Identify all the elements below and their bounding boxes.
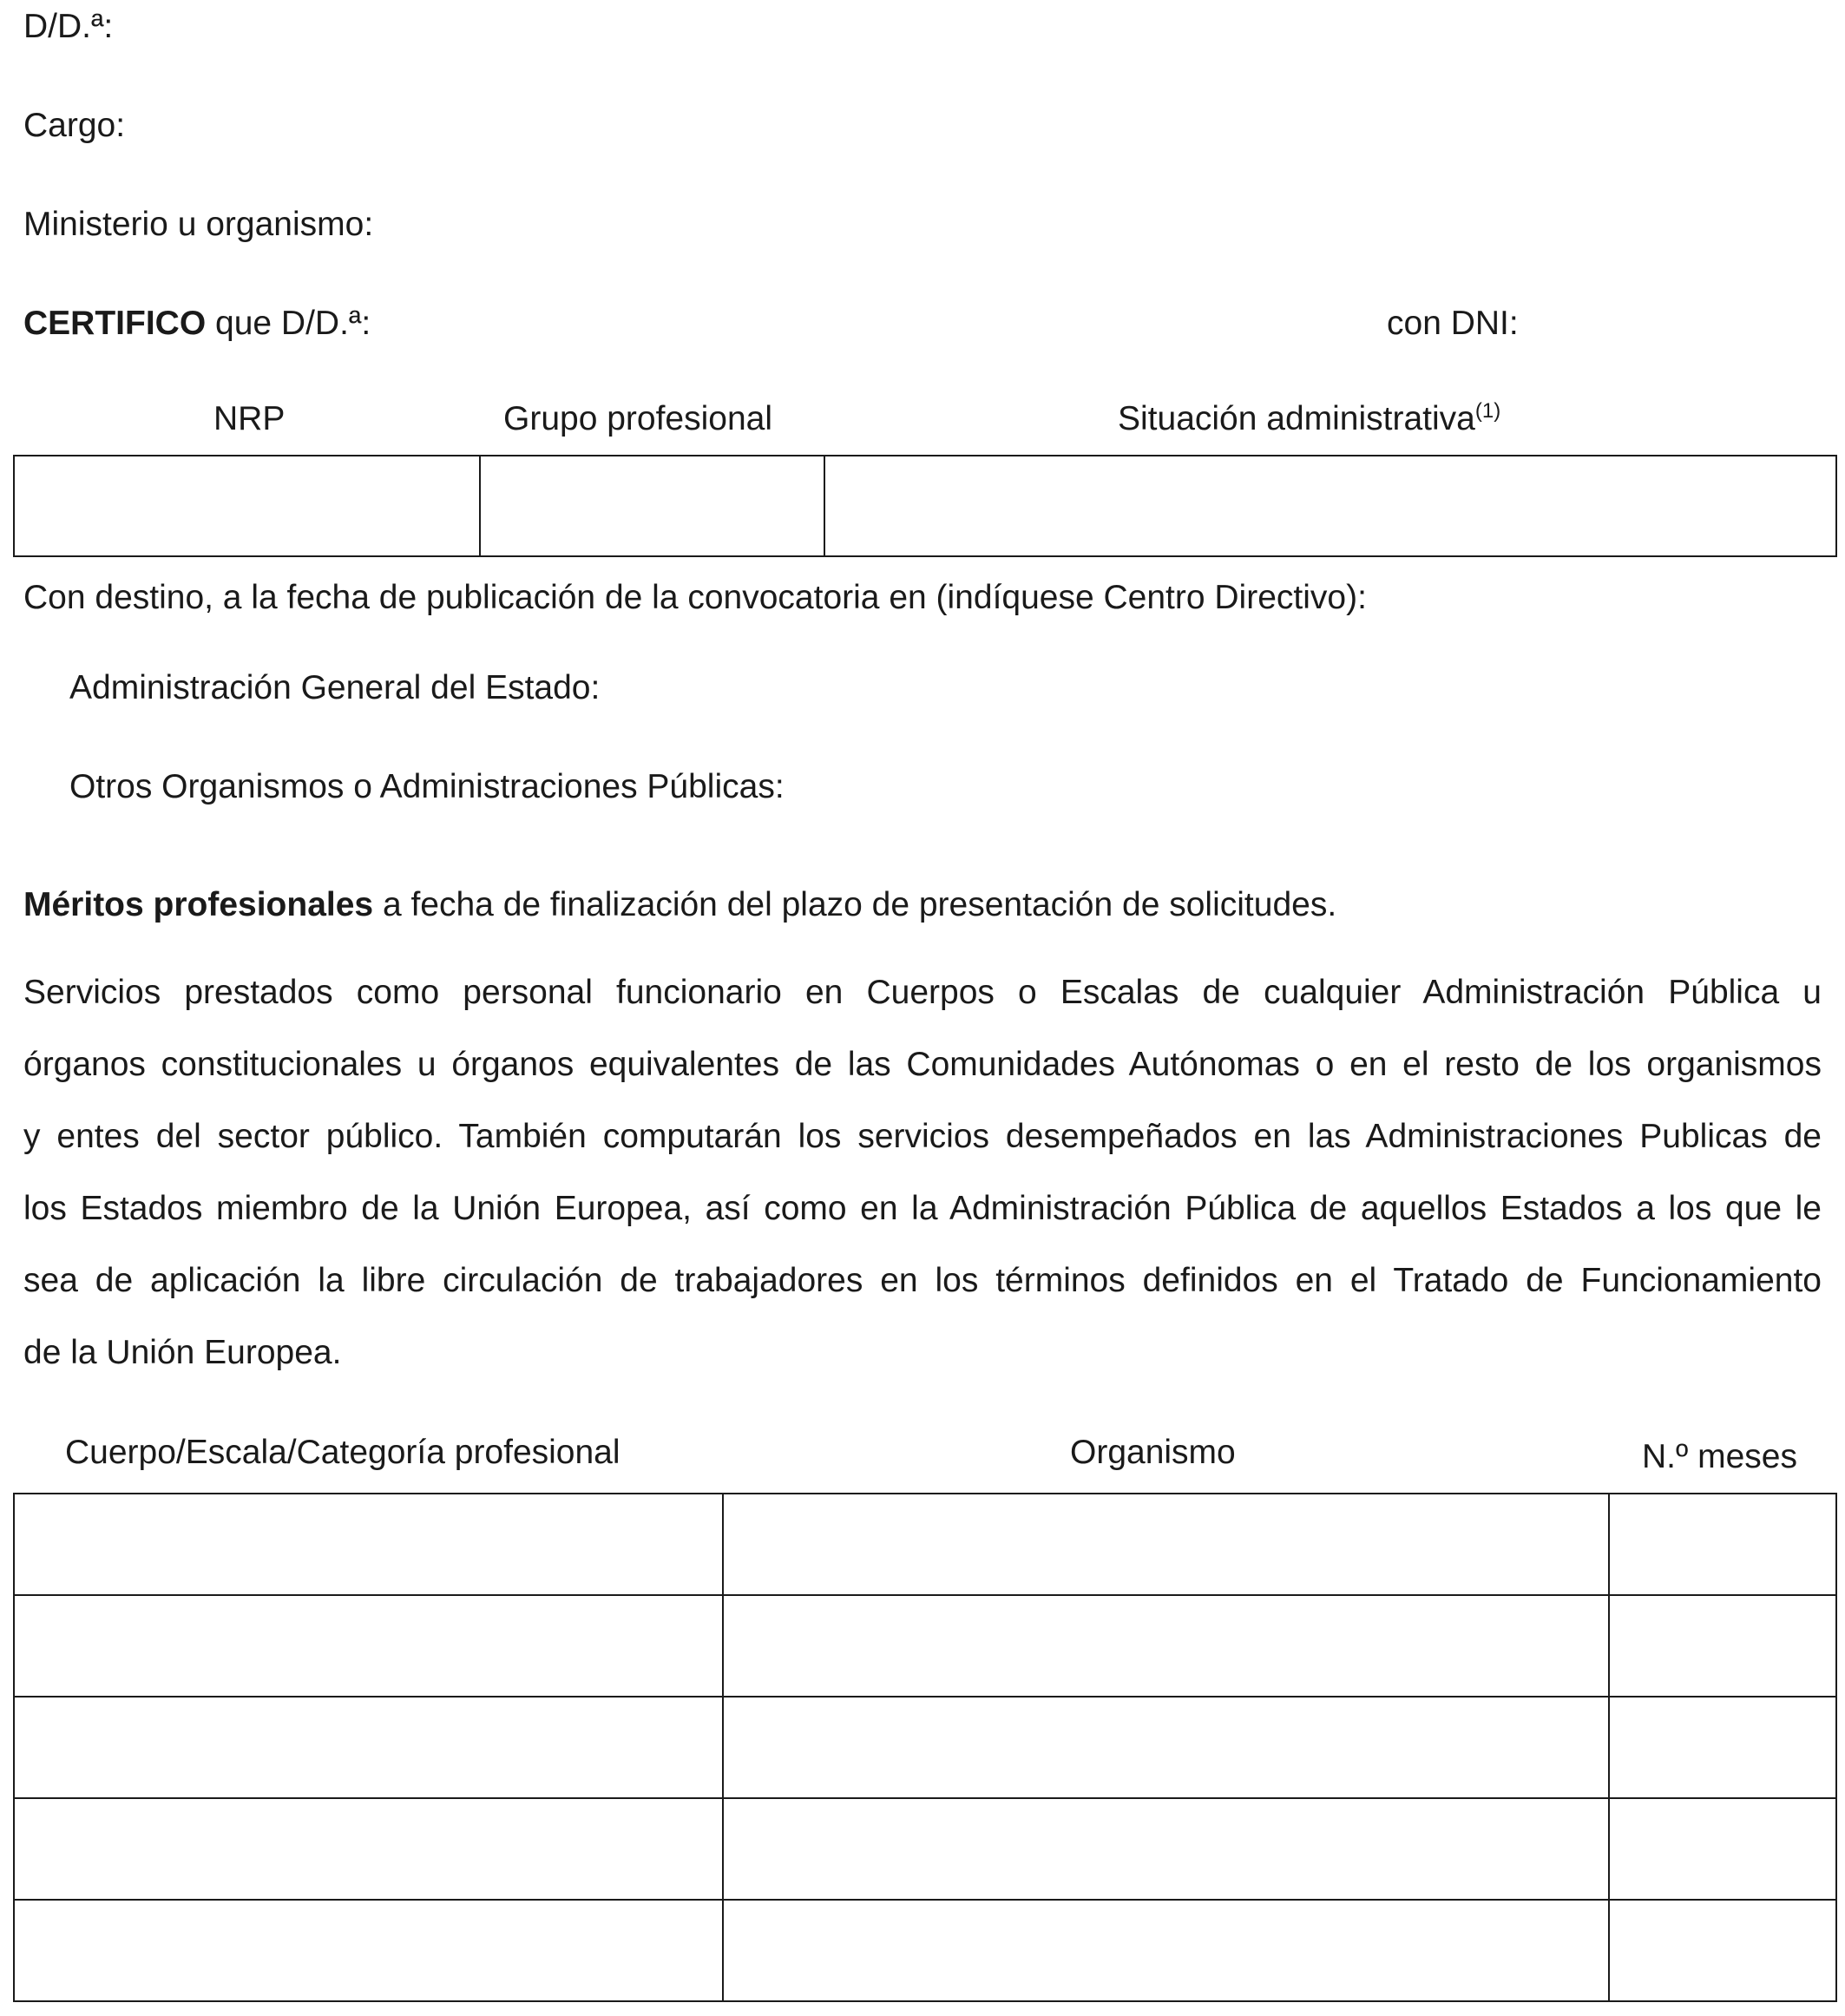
paragraph-line: de la Unión Europea. — [23, 1334, 342, 1371]
table-row — [14, 1494, 1836, 1595]
meritos-bold: Méritos profesionales — [23, 886, 374, 923]
cargo-label: Cargo: — [23, 107, 126, 144]
situacion-header-text: Situación administrativa — [1118, 400, 1475, 437]
paragraph-line: sea de aplicación la libre circulación de trabajadores en los términos definidos en el Tratado de Funcionamiento — [23, 1262, 1822, 1299]
cuerpo-cell[interactable] — [14, 1798, 723, 1900]
paragraph-line: y entes del sector público. También computarán los servicios desempeñados en las Administraciones Publicas de — [23, 1118, 1822, 1155]
paragraph-line: órganos constitucionales u órganos equivalentes de las Comunidades Autónomas o en el resto de los organismos — [23, 1046, 1822, 1083]
cuerpo-cell[interactable] — [14, 1595, 723, 1697]
table-row — [14, 1595, 1836, 1697]
meses-cell[interactable] — [1609, 1900, 1836, 2001]
meritos-paragraph — [23, 956, 1822, 1389]
meses-cell[interactable] — [1609, 1697, 1836, 1798]
organismo-cell[interactable] — [723, 1798, 1609, 1900]
destino-intro: Con destino, a la fecha de publicación de la convocatoria en (indíquese Centro Directivo): — [23, 579, 1367, 616]
table-row — [14, 1900, 1836, 2001]
cuerpo-cell[interactable] — [14, 1494, 723, 1595]
paragraph-line: Servicios prestados como personal funcionario en Cuerpos o Escalas de cualquier Administración Pública u — [23, 974, 1822, 1011]
table-row — [14, 1798, 1836, 1900]
nrp-header: NRP — [213, 400, 286, 437]
certifico-bold: CERTIFICO — [23, 305, 207, 342]
situacion-header — [1118, 399, 1500, 440]
meses-cell[interactable] — [1609, 1494, 1836, 1595]
destino-otros: Otros Organismos o Administraciones Públicas: — [69, 768, 785, 805]
situacion-cell[interactable] — [824, 456, 1836, 556]
situacion-footnote-mark: (1) — [1474, 399, 1501, 423]
grupo-cell[interactable] — [480, 456, 824, 556]
grupo-header: Grupo profesional — [503, 400, 773, 437]
meses-cell[interactable] — [1609, 1798, 1836, 1900]
meritos-rest: a fecha de finalización del plazo de presentación de solicitudes. — [373, 886, 1337, 923]
organismo-header: Organismo — [1070, 1434, 1236, 1471]
paragraph-line: los Estados miembro de la Unión Europea, así como en la Administración Pública de aquellos Estados a los que le — [23, 1190, 1822, 1227]
organismo-cell[interactable] — [723, 1494, 1609, 1595]
cuerpo-header: Cuerpo/Escala/Categoría profesional — [65, 1434, 620, 1471]
dni-label: con DNI: — [1387, 305, 1519, 342]
cuerpo-cell[interactable] — [14, 1900, 723, 2001]
personal-data-table — [13, 455, 1837, 557]
certifico-line — [23, 304, 371, 345]
certifico-rest: que D/D.ª: — [206, 305, 371, 342]
organismo-cell[interactable] — [723, 1900, 1609, 2001]
meses-cell[interactable] — [1609, 1595, 1836, 1697]
meses-header: N.º meses — [1642, 1438, 1797, 1475]
destino-age: Administración General del Estado: — [69, 669, 601, 706]
nrp-cell[interactable] — [14, 456, 480, 556]
organismo-cell[interactable] — [723, 1697, 1609, 1798]
ministerio-label: Ministerio u organismo: — [23, 206, 374, 243]
meritos-heading — [23, 885, 1336, 926]
services-table — [13, 1493, 1837, 2002]
cuerpo-cell[interactable] — [14, 1697, 723, 1798]
table-row — [14, 1697, 1836, 1798]
name-label: D/D.ª: — [23, 8, 114, 45]
organismo-cell[interactable] — [723, 1595, 1609, 1697]
